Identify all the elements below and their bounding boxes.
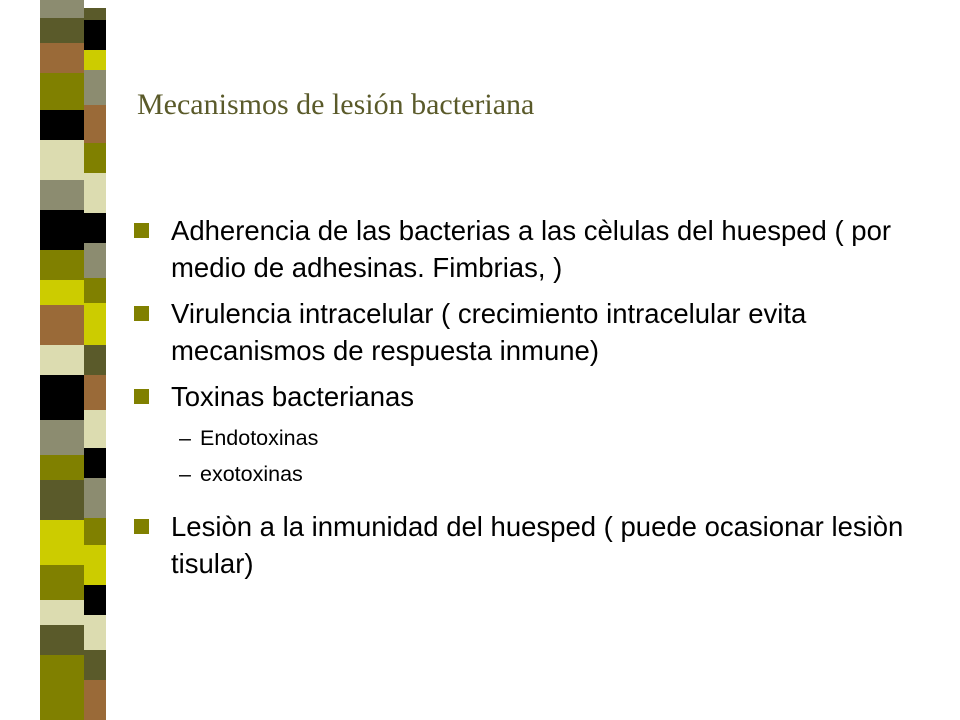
stripe-block — [84, 650, 106, 680]
stripe-block — [40, 210, 84, 250]
square-bullet-icon — [134, 223, 149, 238]
bullet-item — [134, 378, 934, 415]
stripe-block — [84, 448, 106, 478]
sub-bullet-text: Endotoxinas — [200, 426, 319, 450]
stripe-block — [84, 105, 106, 143]
stripe-block — [84, 0, 110, 8]
stripe-block — [40, 140, 84, 180]
dash-bullet: – — [179, 462, 191, 486]
dash-bullet: – — [179, 426, 191, 450]
bullet-text: Toxinas bacterianas — [171, 381, 415, 412]
stripe-block — [84, 478, 106, 518]
sub-bullet-text: exotoxinas — [200, 462, 303, 486]
square-bullet-icon — [134, 389, 149, 404]
stripe-block — [40, 110, 84, 140]
stripe-block — [40, 625, 84, 655]
bullet-text: Lesiòn a la inmunidad del huesped ( puede ocasionar lesiòn tisular) — [171, 511, 904, 579]
stripe-block — [40, 375, 84, 420]
bullet-item — [134, 295, 934, 369]
stripe-block — [84, 680, 106, 720]
stripe-block — [84, 70, 106, 105]
stripe-block — [40, 180, 84, 210]
stripe-block — [84, 585, 106, 615]
stripe-block — [84, 545, 106, 585]
bullet-list — [134, 212, 934, 591]
stripe-block — [0, 0, 40, 720]
stripe-block — [84, 143, 106, 173]
bullet-item — [134, 508, 934, 582]
stripe-block — [40, 420, 84, 455]
stripe-block — [84, 20, 106, 50]
stripe-block — [84, 213, 106, 243]
stripe-block — [84, 278, 106, 303]
stripe-block — [40, 480, 84, 520]
stripe-block — [84, 173, 106, 213]
bullet-item — [134, 212, 934, 286]
stripe-block — [40, 250, 84, 280]
stripe-block — [84, 243, 106, 278]
sub-bullet-item — [134, 425, 934, 451]
stripe-block — [40, 565, 84, 600]
stripe-block — [40, 345, 84, 375]
stripe-block — [40, 280, 84, 305]
stripe-block — [84, 615, 106, 650]
bullet-text: Virulencia intracelular ( crecimiento intracelular evita mecanismos de respuesta inmune) — [171, 298, 807, 366]
square-bullet-icon — [134, 306, 149, 321]
stripe-block — [40, 43, 84, 73]
bullet-text: Adherencia de las bacterias a las cèlulas del huesped ( por medio de adhesinas. Fimbrias, ) — [171, 215, 892, 283]
stripe-block — [84, 518, 106, 545]
stripe-block — [40, 0, 84, 18]
stripe-block — [40, 455, 84, 480]
stripe-block — [40, 18, 84, 43]
stripe-block — [84, 303, 106, 345]
sub-bullet-item — [134, 461, 934, 487]
stripe-block — [40, 655, 84, 720]
stripe-block — [84, 345, 106, 375]
stripe-block — [84, 8, 106, 20]
stripe-block — [84, 375, 106, 410]
stripe-block — [40, 600, 84, 625]
stripe-block — [84, 410, 106, 448]
decorative-stripe — [0, 0, 110, 720]
stripe-block — [84, 50, 106, 70]
stripe-block — [40, 305, 84, 345]
stripe-block — [40, 73, 84, 110]
slide-title: Mecanismos de lesión bacteriana — [137, 88, 535, 121]
square-bullet-icon — [134, 519, 149, 534]
stripe-block — [40, 520, 84, 565]
